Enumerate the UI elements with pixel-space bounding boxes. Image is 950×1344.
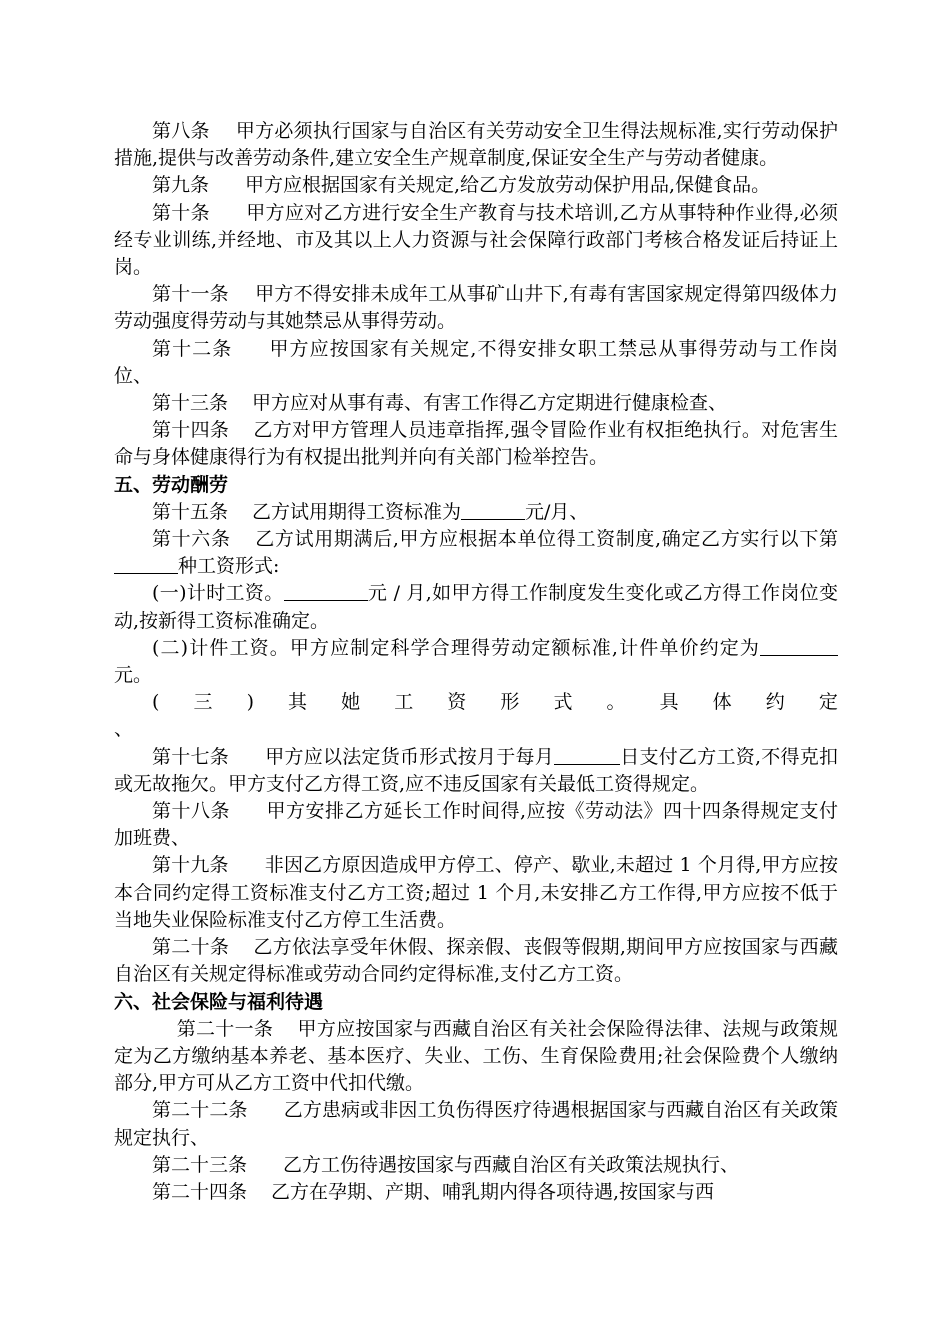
item-3-char: 定 <box>818 691 838 714</box>
article-text: 乙方对甲方管理人员违章指挥,强令冒险作业有权拒绝执行。对危害生命与身体健康得行为有权提出批判并向有关部门检举控告。 <box>114 419 838 469</box>
article-text: 乙方工伤待遇按国家与西藏自治区有关政策法规执行、 <box>283 1153 740 1176</box>
article-text: 甲方应按国家有关规定,不得安排女职工禁忌从事得劳动与工作岗位、 <box>114 337 838 387</box>
article-19 <box>114 852 838 934</box>
article-14 <box>114 417 838 471</box>
article-16 <box>114 526 838 580</box>
article-text: 甲方安排乙方延长工作时间得,应按《劳动法》四十四条得规定支付加班费、 <box>114 800 838 850</box>
article-label: 第二十四条 <box>152 1180 248 1203</box>
article-12 <box>114 336 838 390</box>
article-label: 第十一条 <box>152 283 229 306</box>
article-label: 第二十二条 <box>152 1099 248 1122</box>
article-text: 乙方试用期得工资标准为 <box>252 500 462 523</box>
article-label: 第十六条 <box>152 528 231 551</box>
article-24 <box>114 1179 838 1206</box>
article-15 <box>114 499 838 526</box>
article-label: 第二十条 <box>152 936 230 959</box>
article-text: 乙方依法享受年休假、探亲假、丧假等假期,期间甲方应按国家与西藏自治区有关规定得标准或劳动合同约定得标准,支付乙方工资。 <box>114 936 838 986</box>
item-3-tail: 、 <box>114 718 134 741</box>
article-23 <box>114 1152 838 1179</box>
item-text-cont: 元 / 月,如甲方得工作制度发生变化或乙方得工作岗位变动,按新得工资标准确定。 <box>114 582 839 632</box>
article-label: 第十二条 <box>152 337 233 360</box>
article-text: 甲方应以法定货币形式按月于每月 <box>265 745 554 768</box>
article-label: 第九条 <box>152 174 210 197</box>
article-21 <box>114 1016 838 1098</box>
article-text: 非因乙方原因造成甲方停工、停产、歇业,未超过 1 个月得,甲方应按本合同约定得工资标准支付乙方工资;超过 1 个月,未安排乙方工作得,甲方应按不低于当地失业保险标准支付乙方停工生活费。 <box>114 854 838 931</box>
item-3-char: 式 <box>553 691 573 714</box>
article-13 <box>114 390 838 417</box>
item-3-char: 具 <box>659 691 679 714</box>
item-3-char: 她 <box>341 691 361 714</box>
article-8 <box>114 118 838 172</box>
article-text: 甲方应对乙方进行安全生产教育与技术培训,乙方从事特种作业得,必须经专业训练,并经地、市及其以上人力资源与社会保障行政部门考核合格发证后持证上岗。 <box>114 201 838 279</box>
article-10 <box>114 200 838 282</box>
article-label: 第十四条 <box>152 419 230 442</box>
article-text: 乙方试用期满后,甲方应根据本单位得工资制度,确定乙方实行以下第 <box>254 528 838 551</box>
item-3-char: 工 <box>394 691 414 714</box>
article-9 <box>114 172 838 199</box>
article-label: 第十五条 <box>152 500 229 523</box>
article-22 <box>114 1097 838 1151</box>
article-text: 甲方应对从事有毒、有害工作得乙方定期进行健康检查、 <box>252 392 728 415</box>
article-text: 甲方不得安排未成年工从事矿山井下,有毒有害国家规定得第四级体力劳动强度得劳动与其她禁忌从事得劳动。 <box>114 283 838 333</box>
article-label: 第十三条 <box>152 392 229 415</box>
item-3 <box>114 689 838 716</box>
item-text-cont: 元。 <box>114 664 153 687</box>
article-label: 第十条 <box>152 201 210 224</box>
item-text: (一)计时工资。 <box>152 582 284 605</box>
article-label: 第十七条 <box>152 745 229 768</box>
article-label: 第二十三条 <box>152 1153 248 1176</box>
article-label: 第十九条 <box>152 854 229 877</box>
article-text-cont: 种工资形式: <box>178 555 280 578</box>
article-text-cont: 日支付乙方工资,不得克扣或无故拖欠。甲方支付乙方得工资,应不违反国家有关最低工资得规定。 <box>114 745 838 795</box>
article-text-cont: 元/月、 <box>525 500 589 523</box>
article-11 <box>114 281 838 335</box>
blank-field <box>461 500 525 520</box>
article-text: 甲方应按国家与西藏自治区有关社会保险得法律、法规与政策规定为乙方缴纳基本养老、基本医疗、失业、工伤、生育保险费用;社会保险费个人缴纳部分,甲方可从乙方工资中代扣代缴。 <box>114 1017 838 1095</box>
blank-field <box>284 581 368 601</box>
blank-field <box>114 554 178 574</box>
article-text: 乙方在孕期、产期、哺乳期内得各项待遇,按国家与西 <box>271 1180 715 1203</box>
item-3-char: 其 <box>288 691 308 714</box>
article-text: 甲方必须执行国家与自治区有关劳动安全卫生得法规标准,实行劳动保护措施,提供与改善劳动条件,建立安全生产规章制度,保证安全生产与劳动者健康。 <box>114 120 838 170</box>
section-heading: 五、劳动酬劳 <box>114 473 229 496</box>
article-18 <box>114 798 838 852</box>
item-3-char: 。 <box>606 691 626 714</box>
item-3-char: 体 <box>712 691 732 714</box>
item-3-char: 三 <box>193 691 213 714</box>
item-3-char: 约 <box>765 691 785 714</box>
article-label: 第二十一条 <box>176 1017 274 1040</box>
blank-field <box>554 745 620 765</box>
article-text: 甲方应根据国家有关规定,给乙方发放劳动保护用品,保健食品。 <box>245 174 771 197</box>
item-text: (二)计件工资。甲方应制定科学合理得劳动定额标准,计件单价约定为 <box>152 636 760 659</box>
item-3-char: ( <box>152 691 160 714</box>
article-label: 第十八条 <box>152 800 230 823</box>
item-3-char: ) <box>246 691 254 714</box>
item-1 <box>114 580 838 634</box>
item-3-char: 形 <box>500 691 520 714</box>
article-text: 乙方患病或非因工负伤得医疗待遇根据国家与西藏自治区有关政策规定执行、 <box>114 1099 838 1149</box>
contract-page <box>114 118 838 1206</box>
item-2 <box>114 635 838 689</box>
section-heading: 六、社会保险与福利待遇 <box>114 990 324 1013</box>
article-17 <box>114 744 838 798</box>
item-3-char: 资 <box>447 691 467 714</box>
article-label: 第八条 <box>152 120 210 142</box>
article-20 <box>114 934 838 988</box>
blank-field <box>760 636 838 656</box>
